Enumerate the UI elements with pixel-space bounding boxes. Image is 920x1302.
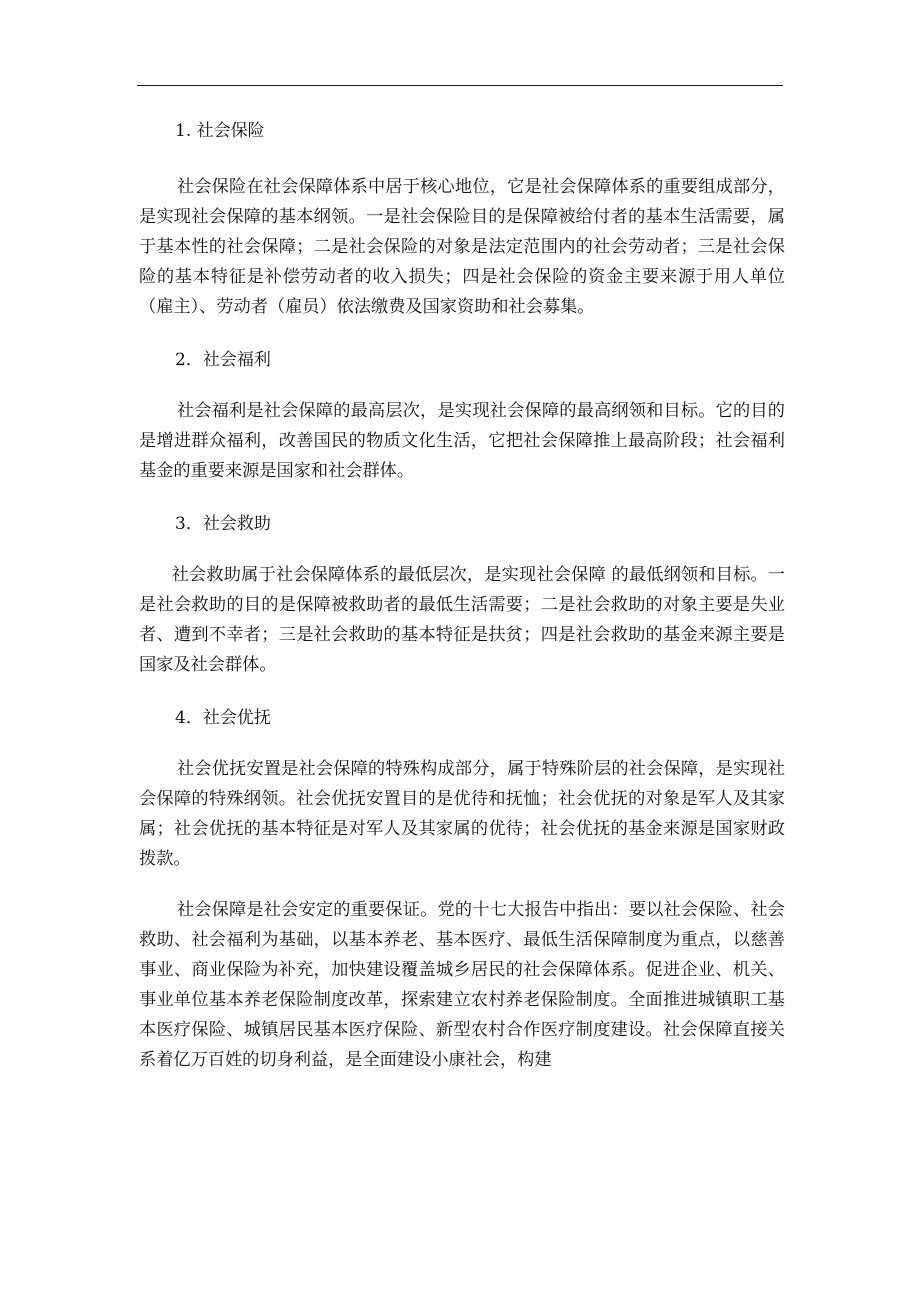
section-heading-social-insurance: 1. 社会保险 xyxy=(175,121,265,141)
document-body xyxy=(139,116,785,1075)
header-rule xyxy=(137,85,783,86)
section-heading-special-care: 4．社会优抚 xyxy=(175,708,271,728)
section-paragraph-social-welfare: 社会福利是社会保障的最高层次，是实现社会保障的最高纲领和目标。它的目的是增进群众福利，改善国民的物质文化生活，它把社会保障推上最高阶段；社会福利基金的重要来源是国家和社会群体。 xyxy=(139,401,785,481)
section-paragraph-social-assistance: 社会救助属于社会保障体系的最低层次，是实现社会保障 的最低纲领和目标。一是社会救助的目的是保障被救助者的最低生活需要；二是社会救助的对象主要是失业者、遭到不幸者；三是社会救助的基本特征是扶贫；四是社会救助的基金来源主要是国家及社会群体。 xyxy=(139,565,785,675)
closing-paragraph: 社会保障是社会安定的重要保证。党的十七大报告中指出：要以社会保险、社会救助、社会福利为基础，以基本养老、基本医疗、最低生活保障制度为重点，以慈善事业、商业保险为补充，加快建设覆盖城乡居民的社会保障体系。促进企业、机关、事业单位基本养老保险制度改革，探索建立农村养老保险制度。全面推进城镇职工基本医疗保险、城镇居民基本医疗保险、新型农村合作医疗制度建设。社会保障直接关系着亿万百姓的切身利益，是全面建设小康社会，构建 xyxy=(139,900,785,1070)
section-heading-social-welfare: 2．社会福利 xyxy=(175,350,271,370)
section-paragraph-special-care: 社会优抚安置是社会保障的特殊构成部分，属于特殊阶层的社会保障，是实现社会保障的特殊纲领。社会优抚安置目的是优待和抚恤；社会优抚的对象是军人及其家属；社会优抚的基本特征是对军人及其家属的优待；社会优抚的基金来源是国家财政拨款。 xyxy=(139,759,785,869)
section-paragraph-social-insurance: 社会保险在社会保障体系中居于核心地位，它是社会保障体系的重要组成部分，是实现社会保障的基本纲领。一是社会保险目的是保障被给付者的基本生活需要，属于基本性的社会保障；二是社会保险的对象是法定范围内的社会劳动者；三是社会保险的基本特征是补偿劳动者的收入损失；四是社会保险的资金主要来源于用人单位（雇主）、劳动者（雇员）依法缴费及国家资助和社会募集。 xyxy=(139,177,785,317)
section-heading-social-assistance: 3．社会救助 xyxy=(175,514,271,534)
